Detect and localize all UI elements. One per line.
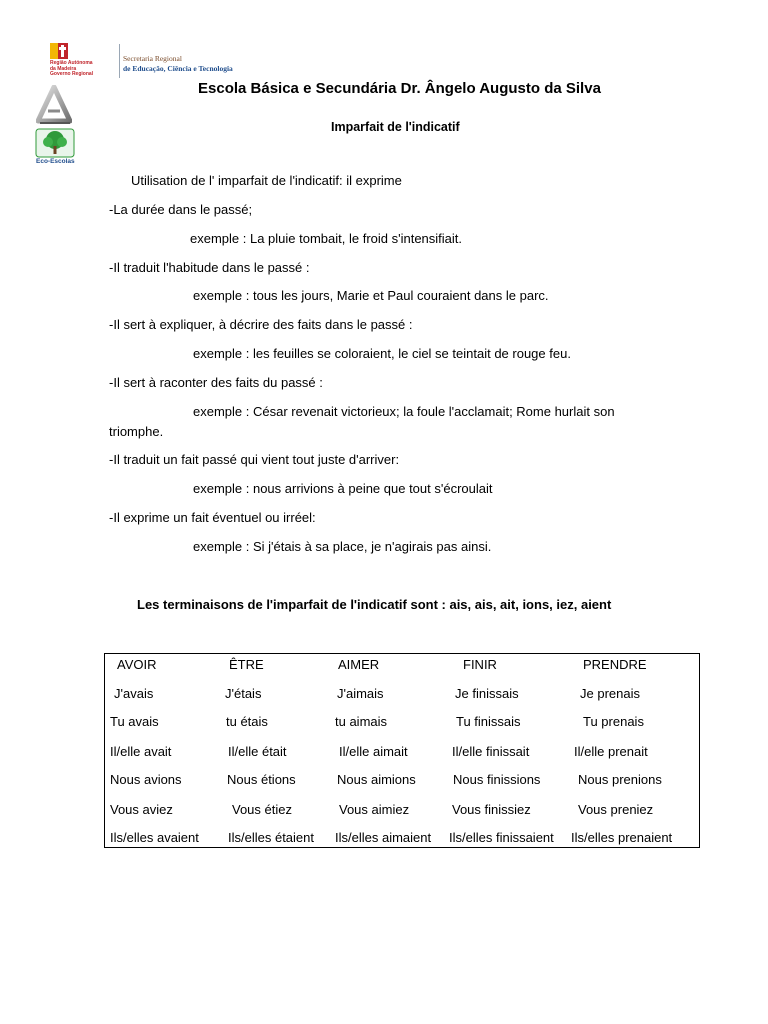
table-cell: Ils/elles étaient [228, 830, 314, 845]
table-header: PRENDRE [583, 657, 647, 672]
secretaria-line-1: Secretaria Regional [123, 54, 182, 63]
secretaria-logo-text [123, 54, 233, 74]
table-header: AVOIR [117, 657, 157, 672]
madeira-logo-text: Região Autónoma da Madeira Governo Regional [50, 60, 94, 78]
triangle-logo-icon [36, 85, 72, 125]
logo-divider [119, 44, 120, 78]
usage-example: exemple : Si j'étais à sa place, je n'agirais pas ainsi. [193, 539, 492, 554]
eco-escolas-label: Eco-Escolas [36, 158, 75, 165]
usage-example: exemple : les feuilles se coloraient, le ciel se teintait de rouge feu. [193, 346, 571, 361]
table-cell: Vous étiez [232, 802, 292, 817]
table-cell: Tu prenais [583, 714, 644, 729]
usage-rule: -Il traduit un fait passé qui vient tout juste d'arriver: [109, 452, 400, 467]
document-title: Imparfait de l'indicatif [331, 120, 460, 134]
usage-rule: -Il sert à expliquer, à décrire des faits dans le passé : [109, 317, 413, 332]
table-cell: Vous finissiez [452, 802, 531, 817]
madeira-emblem-icon [48, 42, 70, 60]
table-cell: Vous aimiez [339, 802, 410, 817]
table-cell: Il/elle était [228, 744, 287, 759]
table-cell: Ils/elles finissaient [449, 830, 554, 845]
table-cell: Nous finissions [453, 772, 541, 787]
table-cell: Il/elle aimait [339, 744, 408, 759]
school-title: Escola Básica e Secundária Dr. Ângelo Augusto da Silva [198, 80, 601, 97]
eco-escolas-logo [35, 128, 75, 168]
table-header: FINIR [463, 657, 497, 672]
table-cell: Vous preniez [578, 802, 654, 817]
table-cell: Ils/elles prenaient [571, 830, 673, 845]
eco-escolas-tree-icon [35, 128, 75, 158]
secretaria-line-2: de Educação, Ciência e Tecnologia [123, 64, 233, 73]
table-cell: Je prenais [580, 686, 640, 701]
usage-example-continued: triomphe. [109, 424, 164, 439]
usage-rule: -Il exprime un fait éventuel ou irréel: [109, 510, 316, 525]
madeira-logo [48, 42, 118, 78]
table-cell: J'avais [114, 686, 154, 701]
usage-example: exemple : César revenait victorieux; la foule l'acclamait; Rome hurlait son [193, 404, 615, 419]
table-cell: Nous aimions [337, 772, 416, 787]
table-cell: tu étais [226, 714, 268, 729]
usage-example: exemple : nous arrivions à peine que tout s'écroulait [193, 481, 493, 496]
table-cell: Je finissais [455, 686, 519, 701]
table-header: AIMER [338, 657, 380, 672]
table-cell: Vous aviez [110, 802, 173, 817]
table-cell: Ils/elles aimaient [335, 830, 432, 845]
table-cell: Tu avais [110, 714, 159, 729]
usage-example: exemple : La pluie tombait, le froid s'intensifiait. [190, 231, 463, 246]
table-cell: Nous prenions [578, 772, 662, 787]
table-header: ÊTRE [229, 657, 264, 672]
table-cell: Nous étions [227, 772, 296, 787]
usage-rule: -Il traduit l'habitude dans le passé : [109, 260, 310, 275]
table-cell: Nous avions [110, 772, 182, 787]
conjugation-table [104, 653, 700, 848]
table-cell: Il/elle avait [110, 744, 172, 759]
table-cell: J'aimais [337, 686, 384, 701]
table-cell: tu aimais [335, 714, 388, 729]
usage-example: exemple : tous les jours, Marie et Paul couraient dans le parc. [193, 288, 549, 303]
table-cell: Ils/elles avaient [110, 830, 199, 845]
usage-rule: -La durée dans le passé; [109, 202, 253, 217]
intro-text: Utilisation de l' imparfait de l'indicatif: il exprime [131, 173, 402, 188]
table-cell: Il/elle prenait [574, 744, 648, 759]
table-cell: J'étais [225, 686, 262, 701]
table-cell: Il/elle finissait [452, 744, 530, 759]
usage-rule: -Il sert à raconter des faits du passé : [109, 375, 323, 390]
terminations-heading: Les terminaisons de l'imparfait de l'indicatif sont : ais, ais, ait, ions, iez, aient [137, 597, 612, 612]
table-cell: Tu finissais [456, 714, 521, 729]
